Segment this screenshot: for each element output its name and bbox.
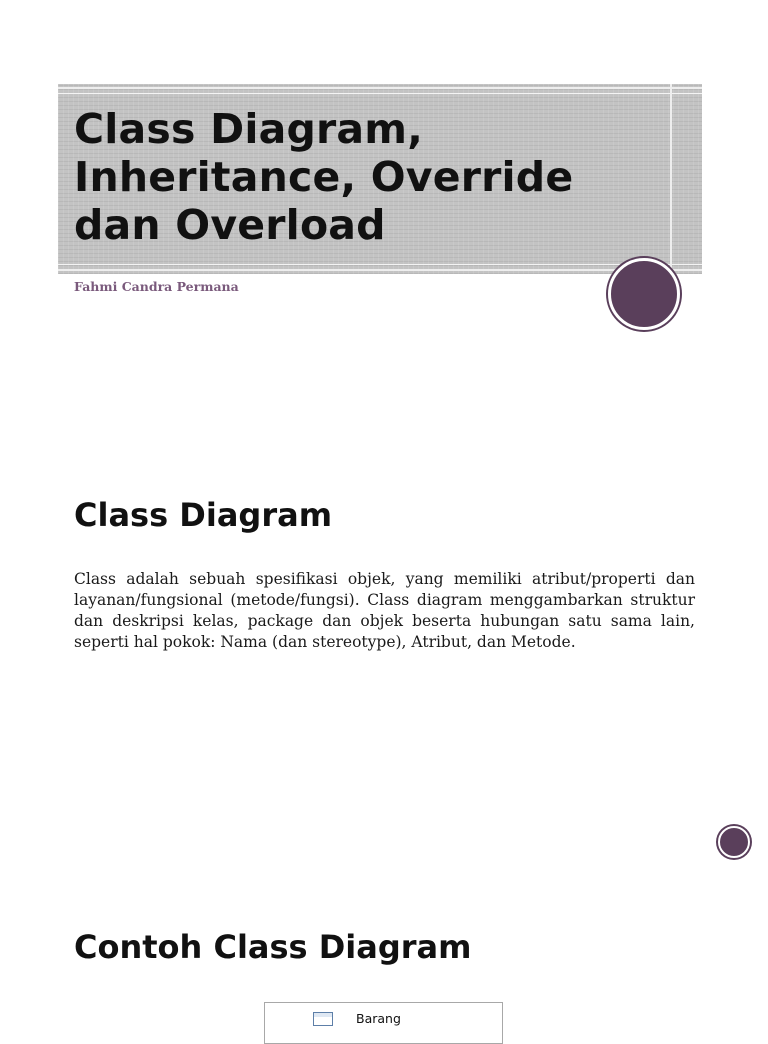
uml-class-name: Barang [356, 1011, 401, 1026]
class-diagram-heading: Class Diagram [74, 496, 333, 534]
title-line: Class Diagram, [74, 105, 423, 153]
class-diagram-description: Class adalah sebuah spesifikasi objek, yang memiliki atribut/properti dan layanan/fungsional (metode/fungsi). Class diagram menggambarkan struktur dan deskripsi kelas, package dan objek beserta hubungan satu sama lain, seperti hal pokok: Nama (dan stereotype), Atribut, dan Metode. [74, 570, 695, 651]
title-line: dan Overload [74, 201, 386, 249]
title-band-rule [58, 87, 702, 89]
uml-class-box [264, 1002, 503, 1044]
example-heading: Contoh Class Diagram [74, 928, 472, 966]
title-band-rule [58, 93, 702, 94]
decorative-circle-icon [718, 826, 750, 858]
title-band-rule [58, 264, 702, 265]
title-band-rule [58, 269, 702, 271]
decorative-circle-icon [608, 258, 680, 330]
title-line: Inheritance, Override [74, 153, 574, 201]
presentation-title [74, 105, 674, 249]
author-name: Fahmi Candra Permana [74, 279, 239, 294]
